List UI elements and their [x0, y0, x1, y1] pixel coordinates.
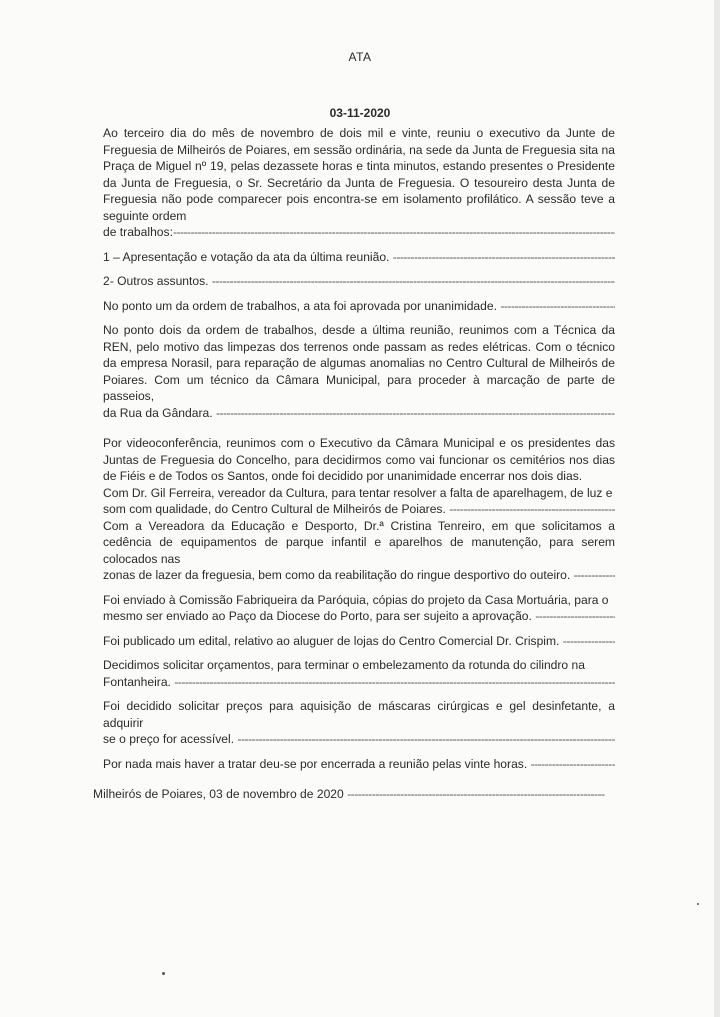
notice-text: Foi publicado um edital, relativo ao aluguer de lojas do Centro Comercial Dr. Crispim.: [103, 633, 560, 648]
point-two-paragraph: No ponto dois da ordem de trabalhos, desde a última reunião, reunimos com a Técnica da REN, pelo motivo das limpezas dos terrenos onde passam as redes elétricas. Com o técnico da empresa Norasil, para reparação de algumas anomalias no Centro Cultural de Milheirós de Poiares. Com um técnico da Câmara Municipal, para proceder à marcação de parte de passeios,: [103, 323, 615, 403]
agenda-item-2-text: 2- Outros assuntos.: [103, 274, 209, 288]
filler-dashes: [347, 787, 605, 801]
place-date-text: Milheirós de Poiares, 03 de novembro de 2020: [93, 787, 344, 801]
filler-dashes: [449, 501, 615, 518]
masks-paragraph: Foi decidido solicitar preços para aquisição de máscaras cirúrgicas e gel desinfetante, a adquirir: [103, 699, 615, 730]
quotes-paragraph: Decidimos solicitar orçamentos, para terminar o embelezamento da rotunda do cilindro na: [103, 658, 585, 672]
commission-end-text: mesmo ser enviado ao Paço da Diocese do Porto, para ser sujeito a aprovação.: [103, 609, 532, 623]
agenda-item-1: [103, 249, 615, 266]
document-date: 03-11-2020: [329, 106, 391, 120]
filler-dashes: [563, 633, 615, 650]
point-one-paragraph: [103, 298, 615, 315]
scan-edge: [714, 0, 720, 1017]
point-two-end-text: da Rua da Gândara.: [103, 405, 213, 420]
quotes-end: [103, 674, 615, 691]
closing-statement: [103, 756, 615, 773]
scan-speck: [697, 903, 699, 905]
filler-dashes: [531, 756, 615, 773]
agenda-item-2: [103, 273, 615, 290]
point-one-text: No ponto um da ordem de trabalhos, a ata foi aprovada por unanimidade.: [103, 298, 497, 313]
closing-statement-text: Por nada mais haver a tratar deu-se por encerrada a reunião pelas vinte horas.: [103, 756, 528, 771]
agenda-item-1-text: 1 – Apresentação e votação da ata da última reunião.: [103, 249, 390, 264]
scan-speck: [162, 972, 165, 975]
culture-end-text: som com qualidade, do Centro Cultural de Milheirós de Poiares.: [103, 502, 446, 516]
document-title: ATA: [348, 50, 372, 64]
place-date-line: [93, 787, 605, 801]
education-end: [103, 567, 615, 584]
masks-end-text: se o preço for acessível.: [103, 732, 235, 746]
filler-dashes: [535, 608, 615, 625]
intro-end-text: de trabalhos:: [103, 225, 173, 239]
commission-paragraph: Foi enviado à Comissão Fabriqueira da Paróquia, cópias do projeto da Casa Mortuária, para o: [103, 592, 609, 607]
videoconference-paragraph: Por videoconferência, reunimos com o Executivo da Câmara Municipal e os presidentes das Juntas de Freguesia do Concelho, para decidirmos como vai funcionar os cemitérios nos dias de Fiéis e de Todos os Santos, onde foi decidido por unanimidade encerrar nos dois dias.: [103, 436, 615, 483]
quotes-end-text: Fontanheira.: [103, 674, 171, 689]
masks-end: [103, 731, 615, 748]
education-end-text: zonas de lazer da freguesia, bem como da reabilitação do ringue desportivo do outeiro.: [103, 568, 571, 582]
minutes-body: [103, 125, 615, 780]
notice-paragraph: [103, 633, 615, 650]
filler-dashes: [393, 249, 615, 266]
intro-paragraph-end: [103, 224, 615, 241]
commission-end: [103, 608, 615, 625]
filler-dashes: [500, 298, 615, 315]
intro-paragraph: Ao terceiro dia do mês de novembro de dois mil e vinte, reuniu o executivo da Junte de Freguesia de Milheirós de Poiares, em sessão ordinária, na sede da Junta de Freguesia sita na Praça de Miguel nº 19, pelas dezassete horas e tinta minutos, estando presentes o Presidente da Junta de Freguesia, o Sr. Secretário da Junta de Freguesia. O tesoureiro desta Junta de Freguesia não pode comparecer pois encontra-se em isolamento profilático. A sessão teve a seguinte ordem: [103, 126, 615, 223]
filler-dashes: [212, 273, 615, 290]
filler-dashes: [237, 731, 615, 748]
filler-dashes: [574, 567, 615, 584]
education-paragraph: Com a Vereadora da Educação e Desporto, Dr.ª Cristina Tenreiro, em que solicitamos a cedência de equipamentos de parque infantil e aparelhos de manutenção, para serem colocados nas: [103, 518, 615, 566]
filler-dashes: [174, 674, 615, 691]
culture-paragraph: Com Dr. Gil Ferreira, vereador da Cultura, para tentar resolver a falta de aparelhagem, de luz e: [103, 485, 613, 500]
filler-dashes: [173, 224, 615, 241]
culture-end: [103, 501, 615, 518]
filler-dashes: [216, 405, 615, 422]
point-two-end: [103, 405, 615, 422]
